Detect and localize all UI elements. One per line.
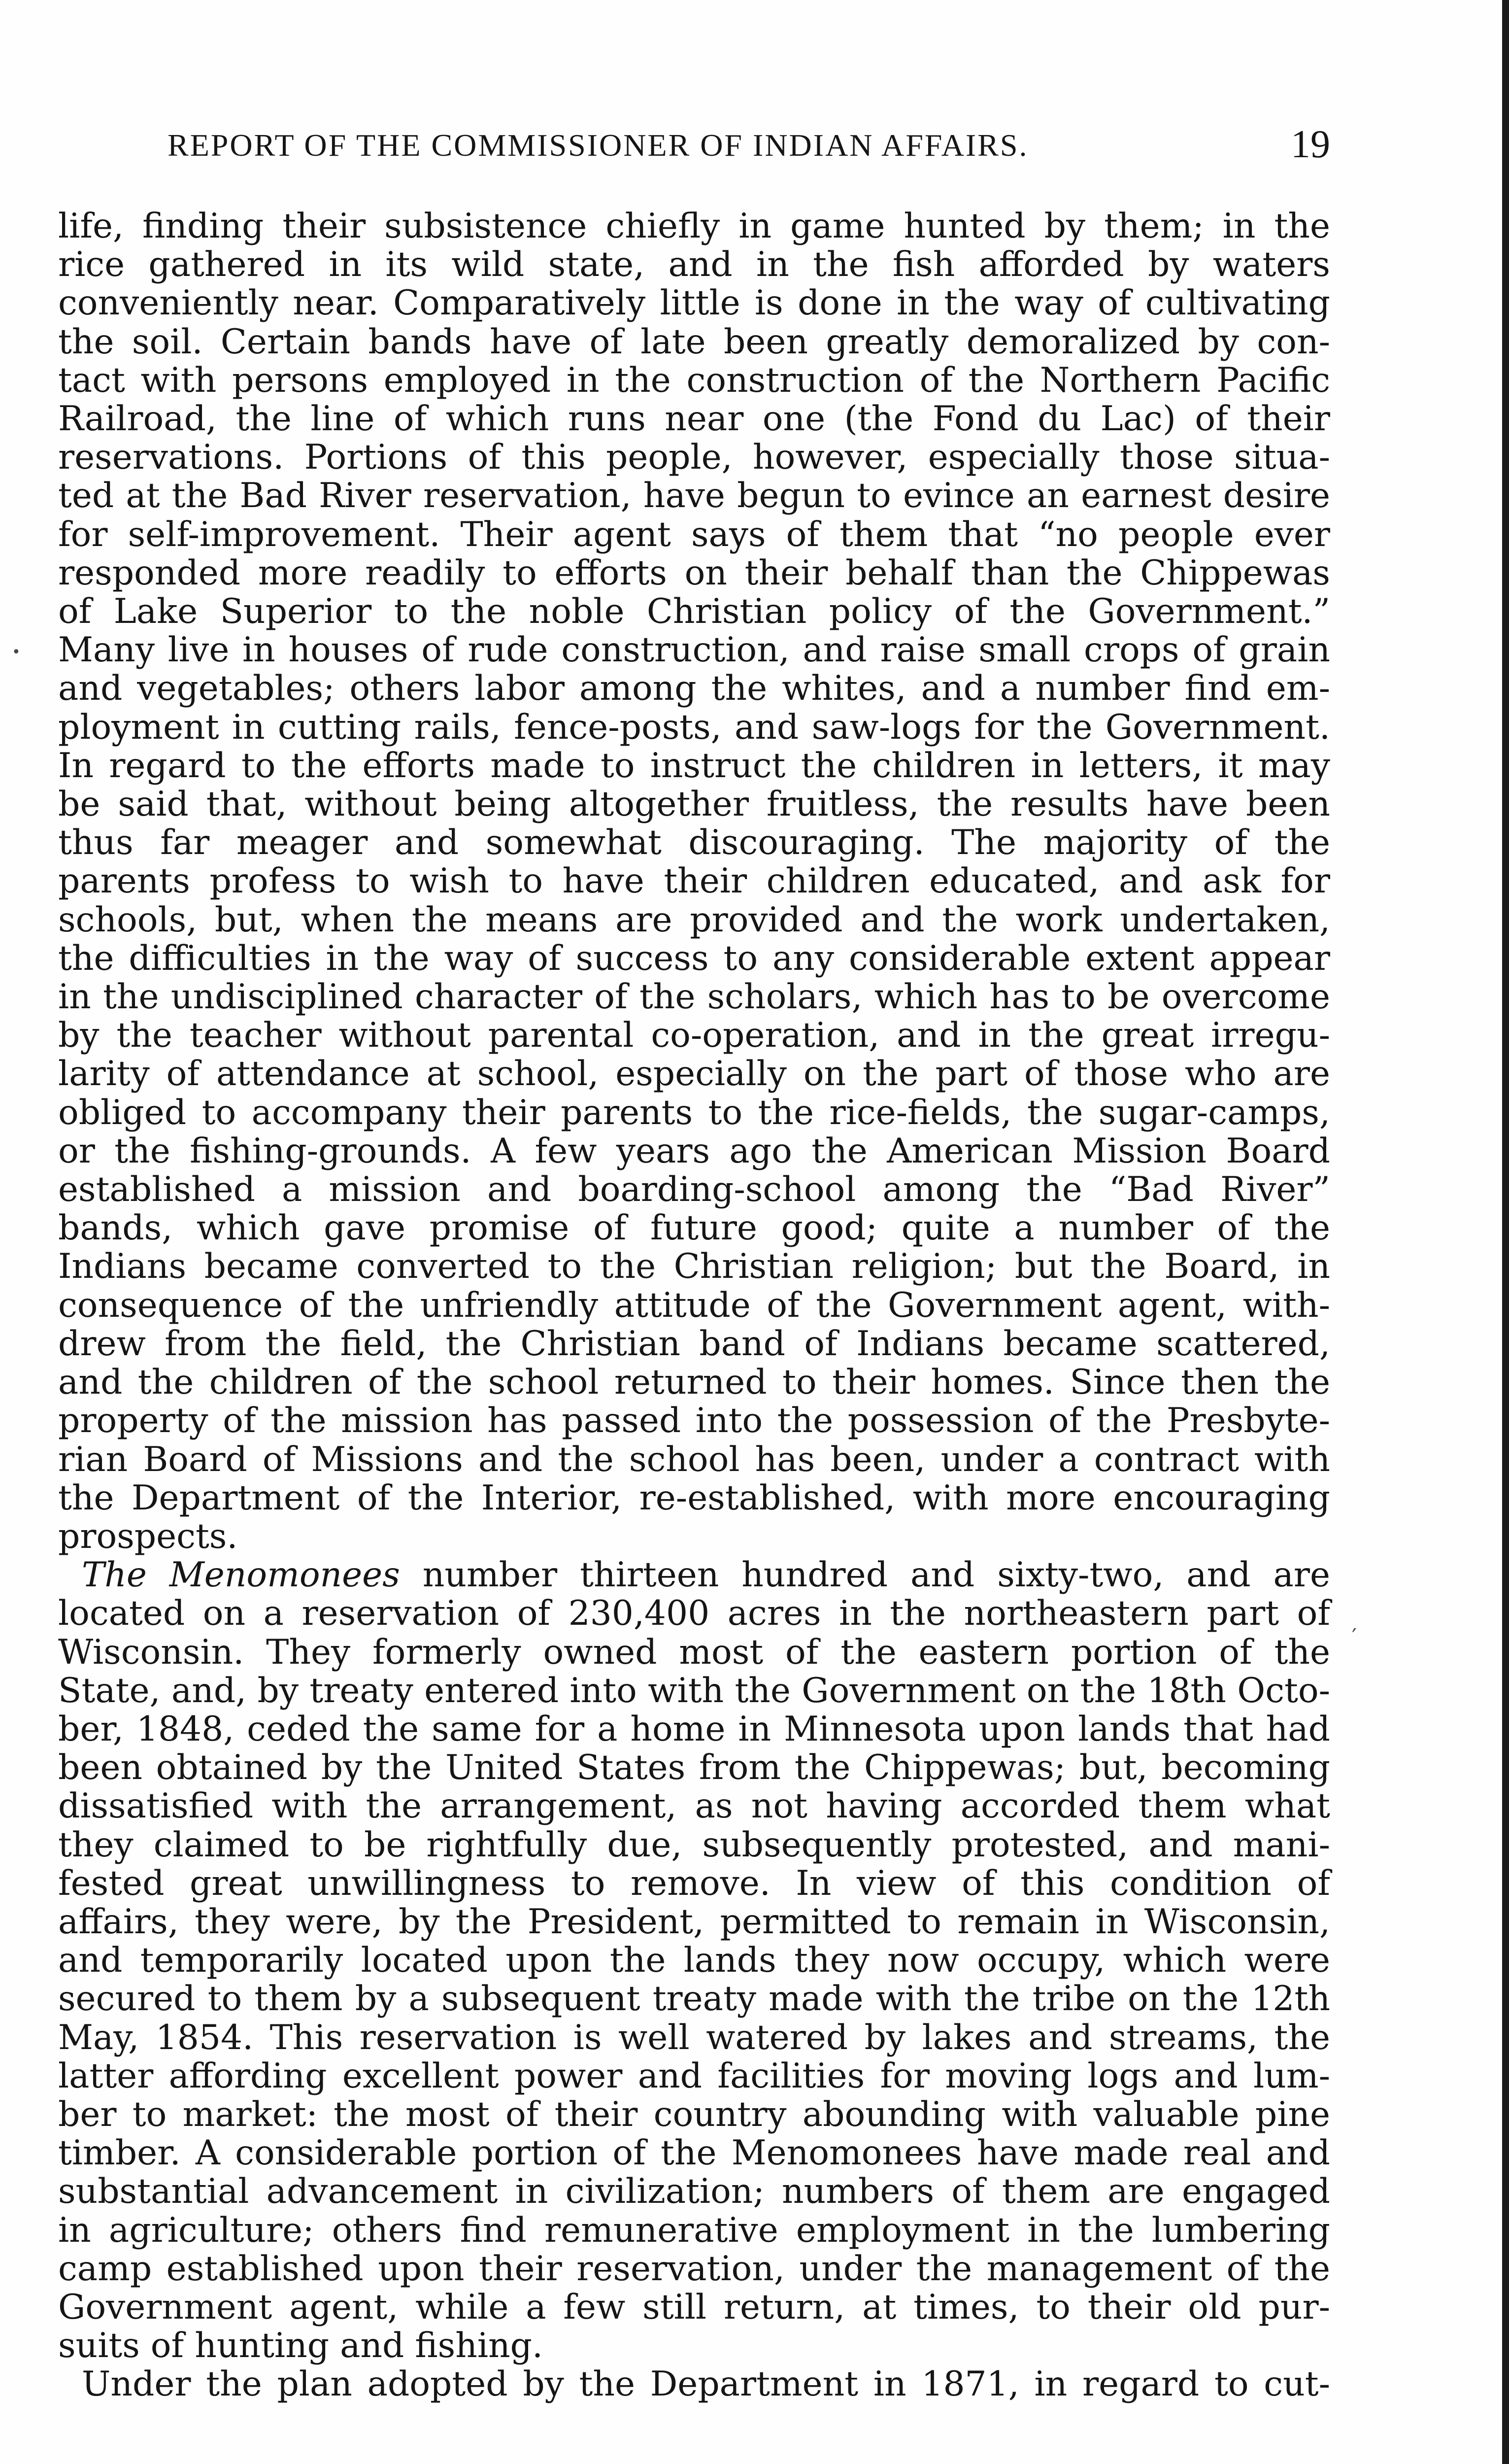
text-line: timber. A considerable portion of the Menomonees have made real and [58,2133,1330,2173]
text-line: reservations. Portions of this people, however, especially those situa- [58,438,1330,478]
text-line: secured to them by a subsequent treaty made with the tribe on the 12th [58,1979,1330,2019]
text-line: and the children of the school returned to their homes. Since then the [58,1363,1330,1403]
text-line: located on a reservation of 230,400 acres in the northeastern part of [58,1594,1330,1634]
text-line: of Lake Superior to the noble Christian policy of the Government.” [58,592,1330,632]
margin-dot: • [12,644,21,661]
text-line: State, and, by treaty entered into with the Government on the 18th Octo- [58,1671,1330,1711]
text-line: and temporarily located upon the lands they now occupy, which were [58,1941,1330,1981]
text-line: thus far meager and somewhat discouraging. The majority of the [58,823,1330,863]
text-line: Many live in houses of rude construction, and raise small crops of grain [58,630,1330,670]
page-number: 19 [1291,123,1330,166]
text-line: substantial advancement in civilization; numbers of them are engaged [58,2172,1330,2212]
text-line: drew from the field, the Christian band of Indians became scattered, [58,1324,1330,1364]
text-line: by the teacher without parental co-operation, and in the great irregu- [58,1016,1330,1056]
text-line: Railroad, the line of which runs near one (the Fond du Lac) of their [58,399,1330,439]
paragraph-cutting [58,2365,1330,2403]
text-line: prospects. [58,1516,238,1556]
text-line: tact with persons employed in the construction of the Northern Pacific [58,360,1330,400]
text-line: in agriculture; others find remunerative employment in the lumbering [58,2210,1330,2250]
text-line: In regard to the efforts made to instruct the children in letters, it may [58,746,1330,786]
text-line: the soil. Certain bands have of late been greatly demoralized by con- [58,322,1330,362]
paragraph-menomonees [58,1556,1330,2365]
text-line: life, finding their subsistence chiefly in game hunted by them; in the [58,206,1330,246]
text-line: affairs, they were, by the President, permitted to remain in Wisconsin, [58,1902,1330,1942]
text-line: the difficulties in the way of success to any considerable extent appear [58,938,1330,978]
text-line: property of the mission has passed into the possession of the Presbyte- [58,1401,1330,1441]
text-line: latter affording excellent power and facilities for moving logs and lum- [58,2056,1330,2096]
text-line: they claimed to be rightfully due, subsequently protested, and mani- [58,1825,1330,1865]
text-line: conveniently near. Comparatively little is done in the way of cultivating [58,283,1330,323]
text-line: suits of hunting and fishing. [58,2326,543,2366]
text-line: rice gathered in its wild state, and in the fish afforded by waters [58,245,1330,285]
paragraph-chippewas [58,207,1330,1556]
text-line: be said that, without being altogether fruitless, the results have been [58,785,1330,824]
margin-tick: ′ [1352,1624,1357,1649]
text-line [58,1556,1330,1594]
text-line: camp established upon their reservation, under the management of the [58,2249,1330,2289]
text-line: Indians became converted to the Christian religion; but the Board, in [58,1247,1330,1287]
text-line: rian Board of Missions and the school has been, under a contract with [58,1439,1330,1479]
page-header [168,122,1330,176]
italic-lead: The Menomonees [82,1555,400,1595]
text-line: larity of attendance at school, especially on the part of those who are [58,1054,1330,1094]
body-text [58,207,1330,2404]
text-line: for self-improvement. Their agent says of them that “no people ever [58,514,1330,554]
text-line: ber, 1848, ceded the same for a home in Minnesota upon lands that had [58,1709,1330,1749]
text-line: responded more readily to efforts on their behalf than the Chippewas [58,553,1330,593]
text-line: in the undisciplined character of the scholars, which has to be overcome [58,977,1330,1017]
text-line: the Department of the Interior, re-established, with more encouraging [58,1478,1330,1518]
text-line: Under the plan adopted by the Department in 1871, in regard to cut- [82,2364,1330,2404]
text-line: been obtained by the United States from the Chippewas; but, becoming [58,1748,1330,1788]
text-line: Government agent, while a few still return, at times, to their old pur- [58,2287,1330,2327]
text-line: obliged to accompany their parents to the rice-fields, the sugar-camps, [58,1093,1330,1132]
text-line: schools, but, when the means are provided and the work undertaken, [58,900,1330,940]
text-line: dissatisfied with the arrangement, as not having accorded them what [58,1786,1330,1826]
text-line: consequence of the unfriendly attitude of the Government agent, with- [58,1285,1330,1325]
text-line: established a mission and boarding-school among the “Bad River” [58,1170,1330,1210]
text-line: May, 1854. This reservation is well watered by lakes and streams, the [58,2018,1330,2057]
text-line: or the fishing-grounds. A few years ago the American Mission Board [58,1131,1330,1171]
text-line: fested great unwillingness to remove. In view of this condition of [58,1863,1330,1903]
line-rest: number thirteen hundred and sixty-two, and are [400,1555,1330,1595]
running-head: REPORT OF THE COMMISSIONER OF INDIAN AFFAIRS. [168,128,1029,163]
text-line: ber to market: the most of their country abounding with valuable pine [58,2094,1330,2134]
page-edge-shadow [1502,0,1509,2464]
text-line: bands, which gave promise of future good; quite a number of the [58,1208,1330,1248]
text-line: Wisconsin. They formerly owned most of the eastern portion of the [58,1632,1330,1672]
text-line: parents profess to wish to have their children educated, and ask for [58,861,1330,901]
text-line: and vegetables; others labor among the whites, and a number find em- [58,669,1330,709]
text-line: ployment in cutting rails, fence-posts, and saw-logs for the Government. [58,707,1330,747]
text-line: ted at the Bad River reservation, have begun to evince an earnest desire [58,476,1330,516]
